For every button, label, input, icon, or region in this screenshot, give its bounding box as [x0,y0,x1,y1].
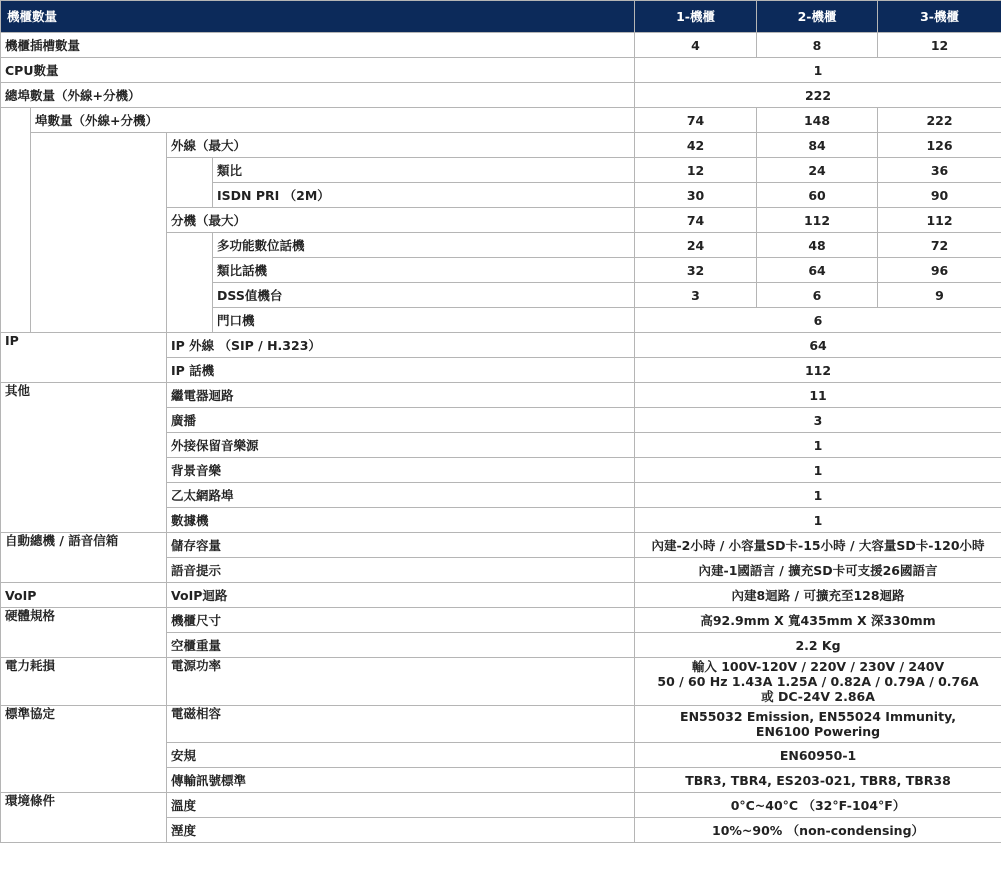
row-label: 乙太網路埠 [167,483,635,508]
cell-value: 72 [878,233,1001,258]
indent-spacer [31,133,167,333]
row-label: 傳輸訊號標準 [167,768,635,793]
cell-value: 1 [635,483,1001,508]
cell-value: 10%~90% （non-condensing） [635,818,1001,843]
group-label-hw: 硬體規格 [1,608,167,658]
row-label: 門口機 [213,308,635,333]
row-label: 類比話機 [213,258,635,283]
emc-line-2: EN6100 Powering [755,724,881,739]
row-label: 外線（最大） [167,133,635,158]
cell-value: 內建-2小時 / 小容量SD卡-15小時 / 大容量SD卡-120小時 [635,533,1001,558]
cell-value: 112 [635,358,1001,383]
cell-value: 36 [878,158,1001,183]
row-label: IP 外線 （SIP / H.323） [167,333,635,358]
row-label: 溼度 [167,818,635,843]
table-row [1,83,1001,108]
cell-value: 96 [878,258,1001,283]
header-col-1: 1-機櫃 [635,1,757,33]
cell-value: 1 [635,58,1001,83]
table-row [1,706,1001,743]
row-label: 總埠數量（外線+分機） [1,83,635,108]
power-line-2: 50 / 60 Hz 1.43A 1.25A / 0.82A / 0.79A / 0.76A [657,674,979,689]
row-label: 機櫃尺寸 [167,608,635,633]
row-label: 背景音樂 [167,458,635,483]
group-label-power: 電力耗損 [1,658,167,706]
cell-value: 3 [635,283,757,308]
group-label-ip: IP [1,333,167,383]
row-label: 電磁相容 [167,706,635,743]
cell-value: 32 [635,258,757,283]
table-row [1,58,1001,83]
table-row [1,133,1001,158]
row-label: 廣播 [167,408,635,433]
row-label: DSS值機台 [213,283,635,308]
cell-value: 內建-1國語言 / 擴充SD卡可支援26國語言 [635,558,1001,583]
cell-value: 1 [635,508,1001,533]
table-row [1,608,1001,633]
cell-value: 222 [878,108,1001,133]
table-row [1,793,1001,818]
table-row [1,533,1001,558]
cell-value: 6 [757,283,878,308]
header-col-2: 2-機櫃 [757,1,878,33]
cell-value: 0°C~40°C （32°F-104°F） [635,793,1001,818]
table-row [1,583,1001,608]
cell-value: 48 [757,233,878,258]
group-label-env: 環境條件 [1,793,167,843]
cell-value: 24 [757,158,878,183]
row-label: 繼電器迴路 [167,383,635,408]
row-label: VoIP迴路 [167,583,635,608]
cell-value: 42 [635,133,757,158]
row-label: 類比 [213,158,635,183]
row-label: 機櫃插槽數量 [1,33,635,58]
cell-value: 90 [878,183,1001,208]
cell-value: 60 [757,183,878,208]
power-line-3: 或 DC-24V 2.86A [761,689,875,704]
group-label-aa: 自動總機 / 語音信箱 [1,533,167,583]
row-label: ISDN PRI （2M） [213,183,635,208]
cell-value: 內建8迴路 / 可擴充至128迴路 [635,583,1001,608]
cell-value: 1 [635,433,1001,458]
header-title: 機櫃數量 [1,1,635,33]
cell-value: 126 [878,133,1001,158]
table-row [1,33,1001,58]
cell-value: 74 [635,108,757,133]
cell-value: 84 [757,133,878,158]
cell-value: 8 [757,33,878,58]
row-label: 數據機 [167,508,635,533]
row-label: 安規 [167,743,635,768]
cell-value: 1 [635,458,1001,483]
row-label: IP 話機 [167,358,635,383]
row-label: 溫度 [167,793,635,818]
row-label: 分機（最大） [167,208,635,233]
cell-value: 74 [635,208,757,233]
group-label-std: 標準協定 [1,706,167,793]
indent-spacer [167,158,213,208]
header-row [1,1,1001,33]
row-label: 空櫃重量 [167,633,635,658]
group-label-voip: VoIP [1,583,167,608]
header-col-3: 3-機櫃 [878,1,1001,33]
cell-value: 12 [635,158,757,183]
cell-value: 112 [878,208,1001,233]
row-label: 語音提示 [167,558,635,583]
cell-value: 64 [757,258,878,283]
row-label: CPU數量 [1,58,635,83]
cell-value: 9 [878,283,1001,308]
cell-value: 112 [757,208,878,233]
cell-value: 222 [635,83,1001,108]
cell-value: 6 [635,308,1001,333]
emc-line-1: EN55032 Emission, EN55024 Immunity, [680,709,956,724]
row-label: 外接保留音樂源 [167,433,635,458]
cell-value: 12 [878,33,1001,58]
row-label: 多功能數位話機 [213,233,635,258]
row-label: 電源功率 [167,658,635,706]
cell-value-power [635,658,1001,706]
table-row [1,658,1001,706]
cell-value: 148 [757,108,878,133]
cell-value: EN60950-1 [635,743,1001,768]
indent-spacer [1,108,31,333]
cell-value: 30 [635,183,757,208]
row-label: 儲存容量 [167,533,635,558]
table-row [1,333,1001,358]
cell-value: 64 [635,333,1001,358]
power-line-1: 輸入 100V-120V / 220V / 230V / 240V [691,659,945,674]
cell-value: 4 [635,33,757,58]
indent-spacer [167,233,213,333]
cell-value-emc [635,706,1001,743]
group-label-other: 其他 [1,383,167,533]
cell-value: TBR3, TBR4, ES203-021, TBR8, TBR38 [635,768,1001,793]
cell-value: 11 [635,383,1001,408]
cell-value: 3 [635,408,1001,433]
table-row [1,108,1001,133]
cell-value: 高92.9mm X 寬435mm X 深330mm [635,608,1001,633]
row-label: 埠數量（外線+分機） [31,108,635,133]
table-row [1,383,1001,408]
cell-value: 24 [635,233,757,258]
cell-value: 2.2 Kg [635,633,1001,658]
